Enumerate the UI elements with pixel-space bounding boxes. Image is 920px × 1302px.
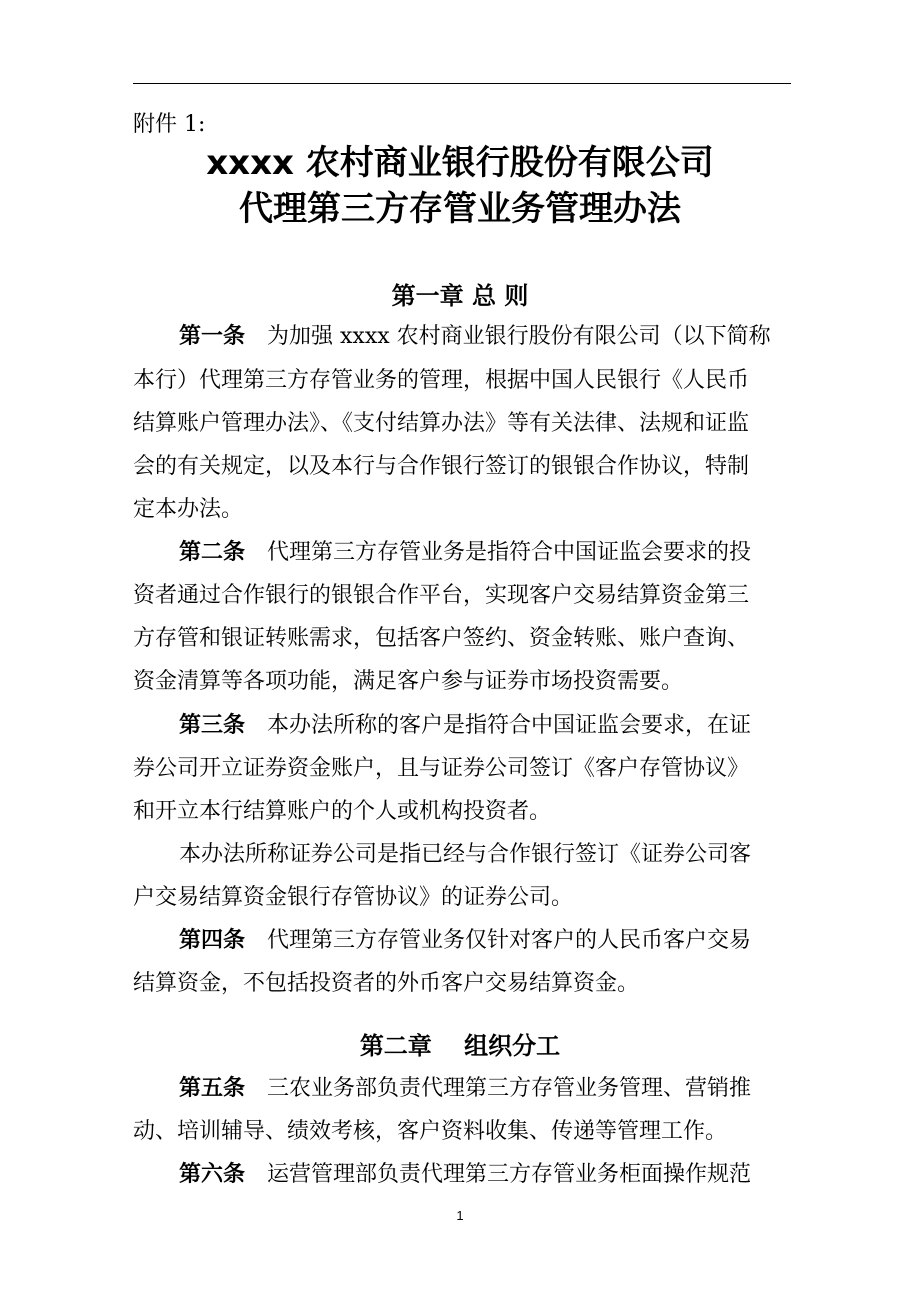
- article-2-label: 第二条: [179, 540, 246, 565]
- line-text: 为加强 xxxx 农村商业银行股份有限公司（以下简称: [267, 324, 771, 349]
- paragraph-line: 定本办法。: [133, 497, 244, 522]
- paragraph-line: 资者通过合作银行的银银合作平台，实现客户交易结算资金第三: [133, 583, 750, 608]
- paragraph-line: 资金清算等各项功能，满足客户参与证券市场投资需要。: [133, 669, 684, 694]
- article-6-label: 第六条: [179, 1162, 246, 1187]
- line-text: 代理第三方存管业务仅针对客户的人民币客户交易: [267, 928, 752, 953]
- paragraph-line: 动、培训辅导、绩效考核，客户资料收集、传递等管理工作。: [133, 1119, 728, 1144]
- paragraph-line: [179, 926, 751, 956]
- paragraph-line: 结算账户管理办法》、《支付结算办法》等有关法律、法规和证监: [133, 411, 750, 436]
- chapter-1-heading: 第一章 总 则: [391, 282, 529, 310]
- line-text: 本办法所称的客户是指符合中国证监会要求，在证: [267, 713, 752, 738]
- chapter-2-heading: 第二章 组织分工: [359, 1032, 561, 1060]
- page-number: 1: [456, 1208, 464, 1223]
- article-3-label: 第三条: [179, 713, 246, 738]
- article-1-label: 第一条: [179, 324, 246, 349]
- paragraph-line: 本办法所称证券公司是指已经与合作银行签订《证券公司客: [179, 842, 752, 867]
- document-title-line-1: xxxx 农村商业银行股份有限公司: [206, 143, 714, 183]
- paragraph-line: [179, 1160, 751, 1190]
- paragraph-line: 户交易结算资金银行存管协议》的证券公司。: [133, 885, 574, 910]
- line-text: 代理第三方存管业务是指符合中国证监会要求的投: [267, 540, 752, 565]
- article-5-label: 第五条: [179, 1076, 246, 1101]
- paragraph-line: 方存管和银证转账需求，包括客户签约、资金转账、账户查询、: [133, 626, 750, 651]
- paragraph-line: [179, 538, 751, 568]
- line-text: 运营管理部负责代理第三方存管业务柜面操作规范: [267, 1162, 752, 1187]
- header-rule: [133, 83, 791, 84]
- paragraph-line: [179, 322, 771, 352]
- paragraph-line: 券公司开立证券资金账户，且与证券公司签订《客户存管协议》: [133, 756, 750, 781]
- paragraph-line: 和开立本行结算账户的个人或机构投资者。: [133, 799, 552, 824]
- paragraph-line: 会的有关规定，以及本行与合作银行签订的银银合作协议，特制: [133, 454, 750, 479]
- paragraph-line: 本行）代理第三方存管业务的管理，根据中国人民银行《人民币: [133, 368, 750, 393]
- annex-label: 附件 1:: [133, 112, 206, 137]
- paragraph-line: 结算资金，不包括投资者的外币客户交易结算资金。: [133, 971, 640, 996]
- paragraph-line: [179, 711, 751, 741]
- line-text: 三农业务部负责代理第三方存管业务管理、营销推: [267, 1076, 752, 1101]
- article-4-label: 第四条: [179, 928, 246, 953]
- document-title-line-2: 代理第三方存管业务管理办法: [239, 189, 681, 229]
- paragraph-line: [179, 1074, 751, 1104]
